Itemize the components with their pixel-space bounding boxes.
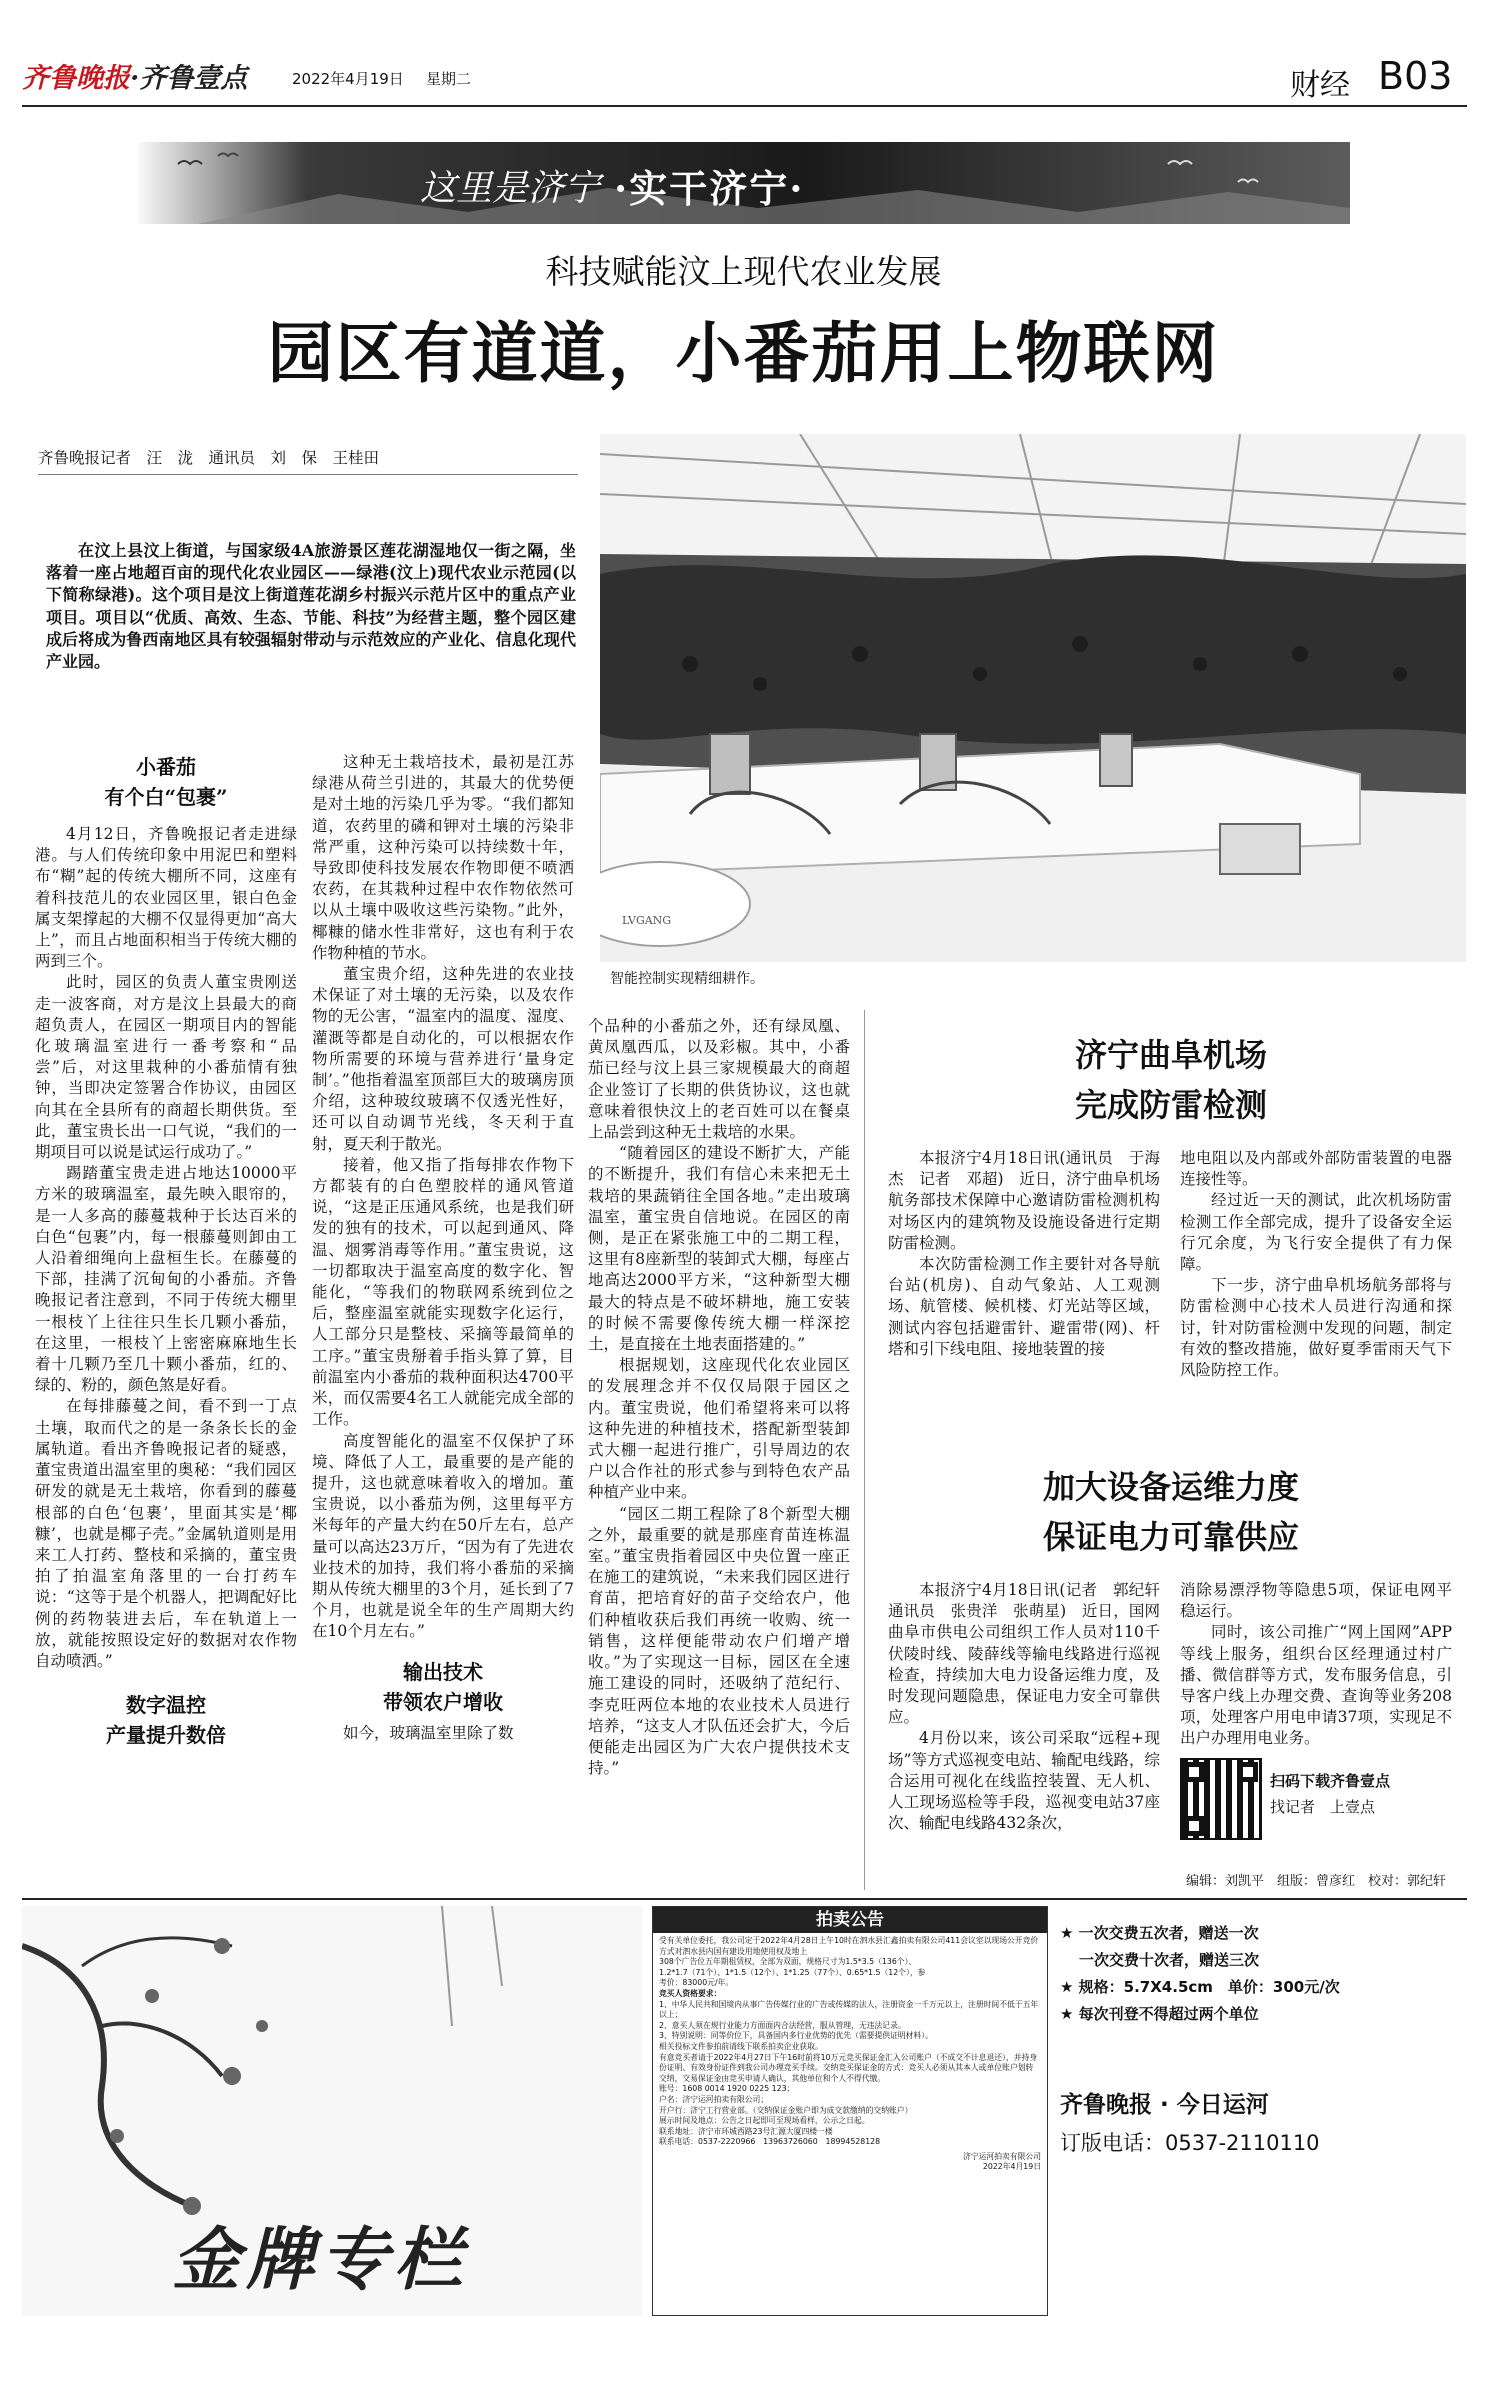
qr-finder-bl — [1184, 1816, 1204, 1836]
lead-subtitle: 科技赋能汶上现代农业发展 — [545, 252, 942, 291]
qr-code[interactable] — [1180, 1758, 1262, 1840]
ad-contact-title: 齐鲁晚报 · 今日运河 — [1060, 2092, 1269, 2118]
lead-column-1-text: 4月12日，齐鲁晚报记者走进绿港。与人们传统印象中用泥巴和塑料布“糊”起的传统大棚所不同，这座有着科技范儿的农业园区里，银白色金属支架撑起的大棚不仅显得更加“高大上”，而且占地面积相当于传统大棚的两到三个。 此时，园区的负责人董宝贵刚送走一波客商，对方是汶上县最大的商超负责人，在园区一期项目内的智能化玻璃温室进行一番考察和“品尝”后，对这里栽种的小番茄情有独钟，当即决定签署合作协议，由园区向其在全县所有的商超长期供货。至此，董宝贵长出一口气说，“我们的一期项目可以说是试运行成功了。” 踢踏董宝贵走进占地达10000平方米的玻璃温室，最先映入眼帘的，是一人多高的藤蔓栽种于长达百米的白色“包裹”内，每一根藤蔓则卸由工人沿着细绳向上盘桓生长。在藤蔓的下部，挂满了沉甸甸的小番茄。齐鲁晚报记者注意到，不同于传统大棚里一根枝丫上往往只生长几颗小番茄，在这里，一根枝丫上密密麻麻地生长着十几颗乃至几十颗小番茄，红的、绿的、粉的，颜色煞是好看。 在每排藤蔓之间，看不到一丁点土壤，取而代之的是一条条长长的金属轨道。看出齐鲁晚报记者的疑惑，董宝贵道出温室里的奥秘：“我们园区研发的就是无土栽培，你看到的藤蔓根部的白色‘包裹’，里面其实是‘椰糠’，也就是椰子壳。”金属轨道则是用来工人打药、整枝和采摘的，董宝贵拍了拍温室角落里的一台打药车说：“这等于是个机器人，把调配好比例的药物装进去后，车在轨道上一放，就能按照设定好的数据对农作物自动喷洒。” — [35, 825, 297, 1670]
lead-byline: 齐鲁晚报记者 汪 泷 通讯员 刘 保 王桂田 — [38, 449, 380, 467]
qr-text-1: 扫码下载齐鲁壹点 — [1270, 1772, 1391, 1790]
lead-column-1 — [35, 752, 297, 1750]
lead-intro: 在汶上县汶上街道，与国家级4A旅游景区莲花湖湿地仅一街之隔，坐落着一座占地超百亩的现代化农业园区——绿港(汶上)现代农业示范园(以下简称绿港)。这个项目是汶上街道莲花湖乡村振兴示范片区中的重点产业项目。项目以“优质、高效、生态、节能、科技”为经营主题，整个园区建成后将成为鲁西南地区具有较强辐射带动与示范效应的产业化、信息化现代产业园。 — [46, 541, 576, 672]
subheading-farmer-income: 带领农户增收 — [383, 1689, 503, 1714]
airport-text-a: 本报济宁4月18日讯(通讯员 于海杰 记者 邓超) 近日，济宁曲阜机场航务部技术保障中心邀请防雷检测机构对场区内的建筑物及设施设备进行定期防雷检测。 本次防雷检测工作主要针对各导航台站(机房)、自动气象站、人工观测场、航管楼、候机楼、灯光站等区域，测试内容包括避雷针、避雷带(网)、杆塔和引下线电阻、接地装置的接 — [888, 1149, 1160, 1358]
offer-item: ★ 每次刊登不得超过两个单位 — [1060, 2005, 1259, 2023]
power-text-a: 本报济宁4月18日讯(记者 郭纪轩 通讯员 张贵洋 张萌星) 近日，国网曲阜市供电公司组织工作人员对110千伏陵时线、陵薛线等输电线路进行巡视检查，持续加大电力设备运维力度，及时发现问题隐患，保证电力安全可靠供应。 4月份以来，该公司采取“远程+现场”等方式巡视变电站、输配电线路，综合运用可视化在线监控装置、无人机、人工现场巡检等手段，巡视变电站37座次、输配电线路432条次， — [888, 1581, 1176, 1833]
lead-headline: 园区有道道，小番茄用上物联网 — [267, 314, 1220, 392]
offer-item: 一次交费十次者，赠送三次 — [1079, 1951, 1260, 1969]
ad-contact-phone: 订版电话：0537-2110110 — [1060, 2131, 1320, 2155]
photo-watermark: LVGANG — [622, 914, 672, 927]
ad-offers — [1060, 1920, 1460, 2157]
subheading-export-tech: 输出技术 — [403, 1659, 483, 1684]
airport-title-2: 完成防雷检测 — [1074, 1086, 1267, 1124]
greenhouse-photo — [600, 434, 1466, 962]
page-number: B03 — [1378, 54, 1453, 98]
editor-credits: 编辑：刘凯平 组版：曾彦红 校对：郭纪轩 — [1186, 1874, 1447, 1889]
offer-item: ★ 一次交费五次者，赠送一次 — [1060, 1924, 1259, 1942]
power-title-2: 保证电力可靠供应 — [1042, 1518, 1299, 1556]
qr-finder-tr — [1238, 1762, 1258, 1782]
power-news — [876, 1462, 1466, 1833]
lead-column-2 — [312, 752, 574, 1744]
masthead-rule — [22, 105, 1467, 107]
issue-weekday: 星期二 — [426, 70, 472, 88]
offer-item: ★ 规格：5.7X4.5cm 单价：300元/次 — [1060, 1978, 1340, 1996]
auction-body: 受有关单位委托，我公司定于2022年4月28日上午10时在泗水县汇鑫拍卖有限公司411会议室以现场公开竞价方式对泗水县内国有建设用地使用权及地上 308个广告位五年期租赁权，全部为双面，规格尺寸为1.5*3.5（136个）、 1.2*1.7（71个）、1*1.5（12个）、1*1.25（77个）、0.65*1.5（12个），参 考价：83000元/年。 竞买人资格要求： 1、中华人民共和国境内从事广告传媒行业的广告或传媒的法人，注册资金一千万元以上，注册时间不低于五年以上； 2、意买人须在规行业能力方面面内合法经营，服从管理，无违法记录。 3、特别说明：同等价位下，具备国内多行业优势的优先（需要提供证明材料）。 相关投标文件参拍前请线下联系拍卖企业获取。 有意竞买者请于2022年4月27日下午16时前将10万元竞买保证金汇入公司账户（不成交不计息退还），并持身份证明、有效身份证件到我公司办理竞买手续。交纳竞买保证金的方式：竞买人必须从其本人或单位账户划转交纳，交易保证金由竞买申请人确认，其他单位和个人不得代缴。 账号：1608 0014 1920 0225 123； 户名：济宁运河拍卖有限公司； 开户行：济宁工行营业部。（交纳保证金账户即为成交款缴纳的交纳账户） 展示时间及地点：公告之日起即可至现场看样，公示之日起。 联系地址：济宁市环城西路23号汇源大厦四楼一楼 联系电话：0537-2220966 13963726060 18994528128 济宁运河拍卖有限公司 2022年4月19日 — [659, 1936, 1041, 2172]
lead-column-2-tail: 如今，玻璃温室里除了数 — [343, 1723, 514, 1742]
auction-notice — [652, 1906, 1048, 2316]
issue-date: 2022年4月19日 — [292, 70, 404, 88]
power-text-b: 消除易漂浮物等隐患5项，保证电网平稳运行。 同时，该公司推广“网上国网”APP等线上服务，组织台区经理通过村广播、微信群等方式，发布服务信息，引导客户线上办理交费、查询等业务208项，处理客户用电申请37项，实现足不出户办理用电业务。 — [1180, 1581, 1452, 1748]
section-name: 财经 — [1290, 68, 1350, 103]
subheading-white-package: 有个白“包裹” — [104, 785, 228, 809]
subheading-digital-temp: 数字温控 — [126, 1693, 206, 1718]
lead-column-3-text: 个品种的小番茄之外，还有绿凤凰、黄凤凰西瓜，以及彩椒。其中，小番茄已经与汶上县三家规模最大的商超企业签订了长期的供货协议，这也就意味着很快汶上的老百姓可以在餐桌上品尝到这种无土栽培的水果。 “随着园区的建设不断扩大，产能的不断提升，我们有信心未来把无土栽培的果蔬销往全国各地。”走出玻璃温室，董宝贵自信地说。在园区的南侧，是正在紧张施工中的二期工程，这里有8座新型的装卸式大棚，每座占地高达2000平方米，“这种新型大棚最大的特点是不破坏耕地，施工安装的时候不需要像传统大棚一样深挖土，是直接在土地表面搭建的。” 根据规划，这座现代化农业园区的发展理念并不仅仅局限于园区之内。董宝贵说，他们希望将来可以将这种先进的种植技术，搭配新型装卸式大棚一起进行推广，引导周边的农户以合作社的形式参与到特色农产品种植产业中来。 “园区二期工程除了8个新型大棚之外，最重要的就是那座育苗连栋温室。”董宝贵指着园区中央位置一座正在施工的建筑说，“未来我们园区进行育苗，把培育好的苗子交给农户，他们种植收获后我们再统一收购、统一销售，这样便能带动农户们增产增收。”为了实现这一目标，园区在全速施工建设的同时，还吸纳了范纪行、李克旺两位本地的农业技术人员进行培养，“这支人才队伍还会扩大，今后便能走出园区为广大农户提供技术支持。” — [588, 1017, 850, 1778]
lead-column-2-text: 这种无土栽培技术，最初是江苏绿港从荷兰引进的，其最大的优势便是对土地的污染几乎为零。“我们都知道，农药里的磷和钾对土壤的污染非常严重，这种污染可以持续数十年，导致即使科技发展农作物即便不喷洒农药，在其栽种过程中农作物依然可以从土壤中吸收这些污染物。”此外，椰糠的储水性非常好，这也有利于农作物种植的节水。 董宝贵介绍，这种先进的农业技术保证了对土壤的无污染，以及农作物的无公害，“温室内的温度、湿度、灌溉等都是自动化的，可以根据农作物所需要的环境与营养进行‘量身定制’。”他指着温室顶部巨大的玻璃房顶介绍，这种玻纹玻璃不仅透光性好，还可以自动调节光线，冬天利于直射，夏天利于散光。 接着，他又指了指每排农作物下方都装有的白色塑胶样的通风管道说，“这是正压通风系统，也是我们研发的独有的技术，可以起到通风、降温、烟雾消毒等作用。”董宝贵说，这一切都取决于温室高度的数字化、智能化，“等我们的物联网系统到位之后，整座温室就能实现数字化运行，人工部分只是整枝、采摘等最简单的工序。”董宝贵掰着手指头算了算，目前温室内小番茄的栽种面积达4700平米，而仅需要4名工人就能完成全部的工作。 高度智能化的温室不仅保护了环境、降低了人工，最重要的是产能的提升，这也就意味着收入的增加。董宝贵说，以小番茄为例，这里每平方米每年的产量大约在50斤左右，总产量可以高达23万斤，“因为有了先进农业技术的加持，我们将小番茄的采摘期从传统大棚里的3个月，延长到了7个月，也就是说全年的生产周期大约在10个月左右。” — [312, 753, 574, 1641]
masthead — [0, 0, 1487, 120]
qr-text-2: 找记者 上壹点 — [1270, 1798, 1376, 1816]
gold-column-ad — [22, 1906, 642, 2316]
greenhouse-image — [600, 434, 1466, 962]
subheading-small-tomato: 小番茄 — [136, 755, 196, 779]
photo-caption: 智能控制实现精细耕作。 — [610, 971, 764, 987]
column-divider — [864, 1010, 865, 1890]
byline-rule — [38, 474, 578, 475]
airport-news — [876, 1030, 1466, 1380]
subheading-yield-increase: 产量提升数倍 — [106, 1723, 226, 1748]
newspaper-logo: 齐鲁晚报·齐鲁壹点 — [22, 63, 248, 94]
qr-finder-tl — [1184, 1762, 1204, 1782]
ad-top-rule — [22, 1898, 1467, 1900]
banner-title: ·实干济宁· — [614, 166, 805, 211]
banner-script-text: 这里是济宁 — [420, 168, 601, 209]
power-title-1: 加大设备运维力度 — [1042, 1468, 1299, 1506]
gold-column-title: 金牌专栏 — [172, 2220, 469, 2300]
auction-title: 拍卖公告 — [653, 1907, 1047, 1933]
airport-text-b: 地电阻以及内部或外部防雷装置的电器连接性等。 经过近一天的测试，此次机场防雷检测工作全部完成，提升了设备安全运行冗余度，为飞行安全提供了有力保障。 下一步，济宁曲阜机场航务部将与防雷检测中心技术人员进行沟通和探讨，针对防雷检测中发现的问题，制定有效的整改措施，做好夏季雷雨天气下风险防控工作。 — [1180, 1149, 1452, 1380]
airport-title-1: 济宁曲阜机场 — [1074, 1036, 1267, 1074]
lead-column-3 — [588, 1016, 850, 1779]
column-banner — [138, 142, 1350, 224]
